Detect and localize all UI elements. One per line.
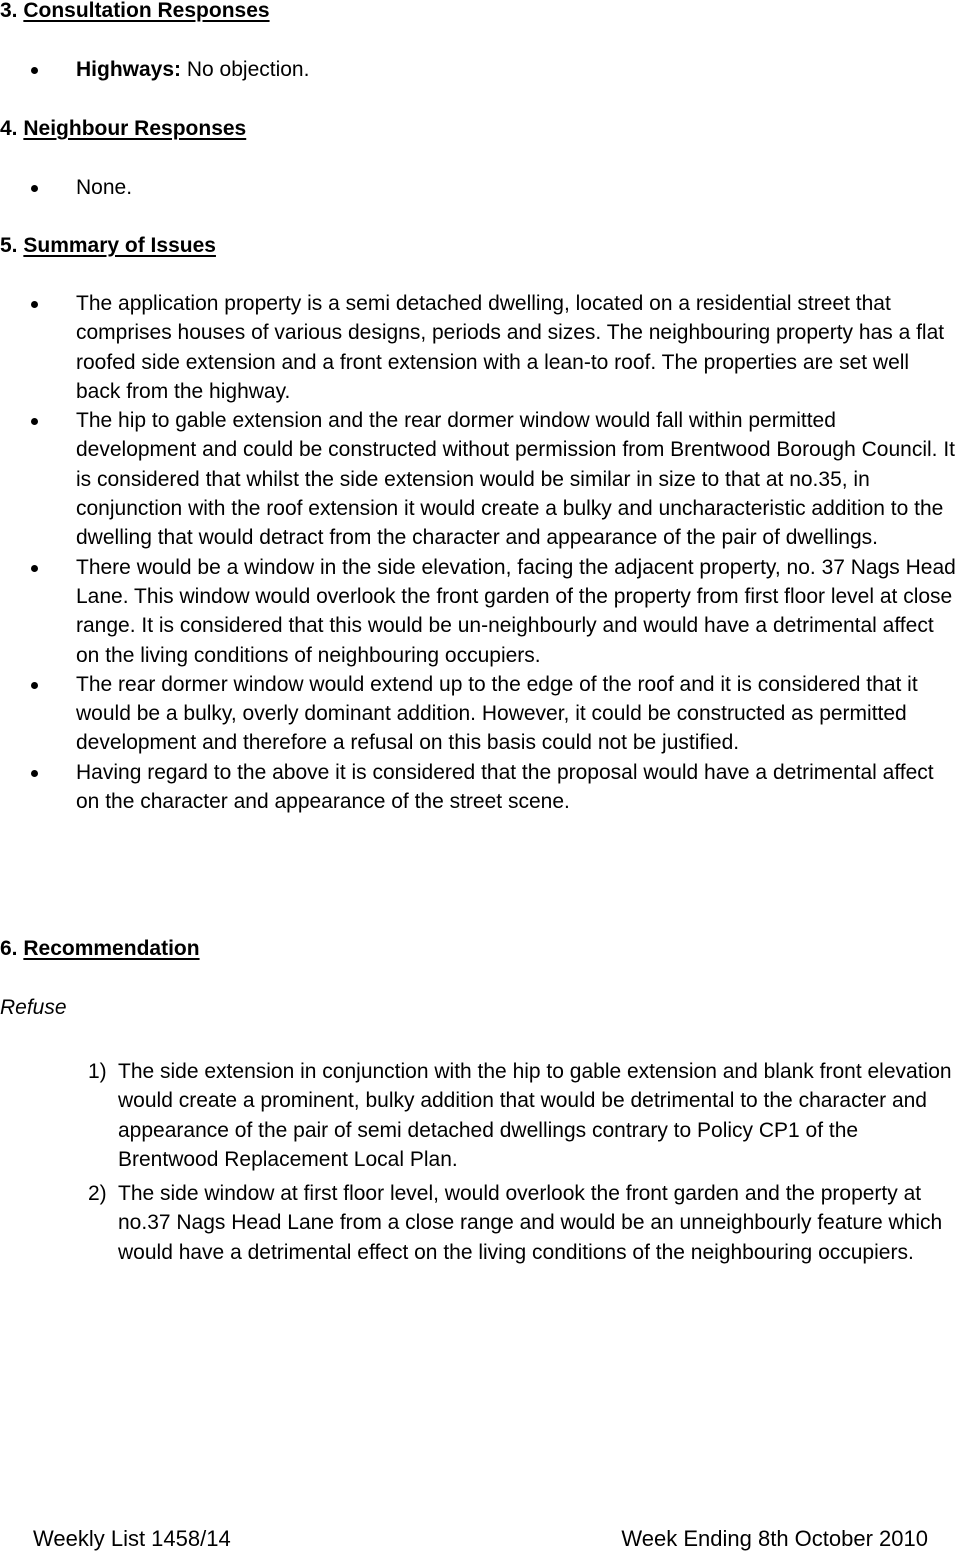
summary-text: The rear dormer window would extend up to the edge of the roof and it is considered that it would be a bulky, overly dominant addition. However, it could be constructed as permitted development and therefore a refusal on this basis could not be justified. xyxy=(76,672,918,755)
list-item xyxy=(0,289,960,406)
list-item xyxy=(0,553,960,670)
reason-number: 1) xyxy=(88,1060,107,1083)
neighbour-list xyxy=(0,173,960,202)
summary-text: The hip to gable extension and the rear dormer window would fall within permitted development and could be constructed without permission from Brentwood Borough Council. It is considered that whilst the side extension would be similar in size to that at no.35, in conjunction with the roof extension it would create a bulky and uncharacteristic addition to the dwelling that would detract from the character and appearance of the pair of dwellings. xyxy=(76,409,955,550)
bullet-icon xyxy=(31,185,38,192)
section-number: 4. xyxy=(0,117,18,140)
neighbour-response: None. xyxy=(76,176,133,199)
list-item xyxy=(0,55,960,84)
bullet-icon xyxy=(31,418,38,425)
section-heading-recommendation xyxy=(0,934,200,963)
list-item xyxy=(0,1179,960,1267)
refusal-reasons-list xyxy=(0,1057,960,1267)
list-item xyxy=(0,1057,960,1174)
section-title: Summary of Issues xyxy=(23,234,216,257)
summary-text: The application property is a semi detached dwelling, located on a residential street that comprises houses of various designs, periods and sizes. The neighbouring property has a flat roofed side extension and a front extension with a lean-to roof. The properties are set well back from the highway. xyxy=(76,292,945,403)
list-item xyxy=(0,758,960,817)
footer-week-ending: Week Ending 8th October 2010 xyxy=(621,1526,928,1551)
bullet-icon xyxy=(31,565,38,572)
list-item xyxy=(0,173,960,202)
bullet-icon xyxy=(31,770,38,777)
bullet-icon xyxy=(31,682,38,689)
section-number: 6. xyxy=(0,937,18,960)
section-number: 5. xyxy=(0,234,18,257)
bullet-icon xyxy=(31,67,38,74)
consultee-name: Highways: xyxy=(76,58,182,81)
section-title: Consultation Responses xyxy=(23,0,270,22)
summary-text: There would be a window in the side elevation, facing the adjacent property, no. 37 Nags Head Lane. This window would overlook the front garden of the property from first floor level at close range. It is considered that this would be un-neighbourly and would have a detrimental affect on the living conditions of neighbouring occupiers. xyxy=(76,555,956,667)
consultee-response: No objection. xyxy=(181,58,310,81)
section-title: Neighbour Responses xyxy=(23,117,247,140)
section-number: 3. xyxy=(0,0,18,22)
section-heading-summary xyxy=(0,231,216,260)
summary-list xyxy=(0,289,960,816)
footer-list-number: Weekly List 1458/14 xyxy=(33,1526,231,1551)
reason-number: 2) xyxy=(88,1182,107,1206)
section-title: Recommendation xyxy=(23,937,200,960)
reason-text: The side extension in conjunction with the hip to gable extension and blank front elevation would create a prominent, bulky addition that would be detrimental to the character and appearance of the pair of semi detached dwellings contrary to Policy CP1 of the Brentwood Replacement Local Plan. xyxy=(118,1060,952,1171)
summary-text: Having regard to the above it is considered that the proposal would have a detrimental affect on the character and appearance of the street scene. xyxy=(76,760,934,814)
bullet-icon xyxy=(31,301,38,308)
reason-text: The side window at first floor level, would overlook the front garden and the property at no.37 Nags Head Lane from a close range and would be an unneighbourly feature which would have a detrimental effect on the living conditions of the neighbouring occupiers. xyxy=(118,1182,943,1264)
list-item xyxy=(0,670,960,758)
list-item xyxy=(0,406,960,552)
consultation-list xyxy=(0,55,960,84)
section-heading-consultation xyxy=(0,0,270,25)
section-heading-neighbour xyxy=(0,114,246,143)
recommendation-decision: Refuse xyxy=(0,996,67,1019)
